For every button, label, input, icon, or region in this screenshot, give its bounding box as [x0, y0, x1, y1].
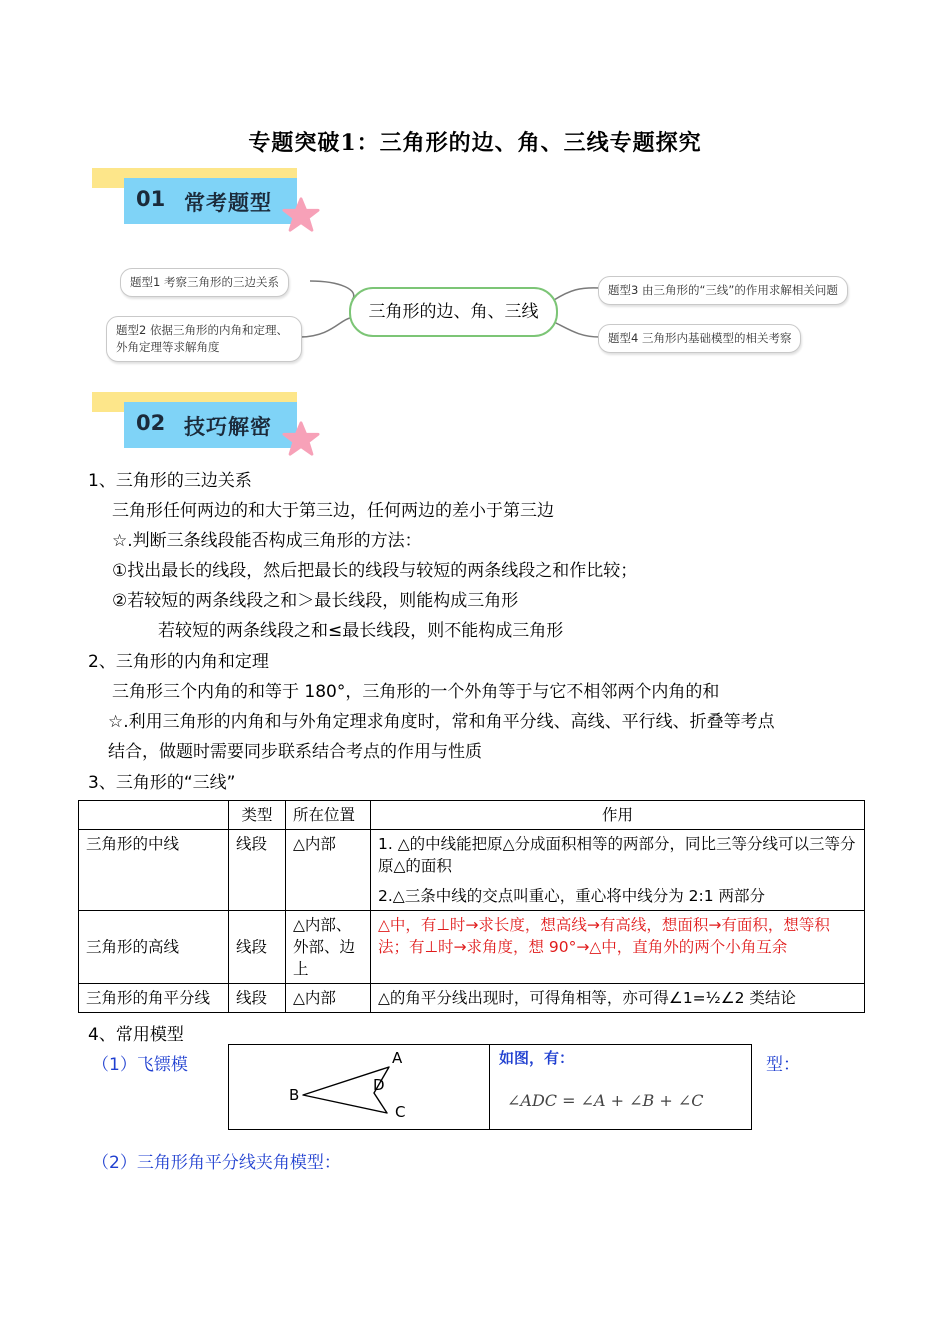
section-label: 常考题型: [184, 191, 272, 215]
table-row: [79, 911, 865, 984]
table-header-row: [79, 801, 865, 830]
table-cell: 线段: [229, 911, 286, 984]
section-number: 02: [136, 411, 166, 435]
model-1-suffix: 型：: [766, 1055, 800, 1075]
model-caption: 如图，有：: [499, 1049, 575, 1067]
table-cell: 三角形的角平分线: [79, 984, 229, 1013]
table-cell: △内部: [286, 984, 371, 1013]
paragraph: 三角形三个内角的和等于 180°，三角形的一个外角等于与它不相邻两个内角的和: [112, 682, 720, 702]
model-formula: ∠ADC = ∠A + ∠B + ∠C: [507, 1091, 704, 1110]
paragraph: ☆.判断三条线段能否构成三角形的方法：: [112, 531, 422, 551]
vertex-label-c: C: [395, 1103, 406, 1121]
vertex-label-a: A: [392, 1049, 403, 1067]
mindmap-center: 三角形的边、角、三线: [349, 287, 558, 337]
table-header: 作用: [371, 801, 865, 830]
mindmap-node-type3: 题型3 由三角形的“三线”的作用求解相关问题: [598, 276, 848, 305]
dart-diagram: [229, 1045, 489, 1129]
vertex-label-b: B: [289, 1086, 300, 1104]
star-icon: [282, 420, 320, 458]
heading-2: 2、三角形的内角和定理: [88, 652, 269, 672]
heading-1: 1、三角形的三边关系: [88, 471, 252, 491]
paragraph: ①找出最长的线段，然后把最长的线段与较短的两条线段之和作比较；: [112, 561, 638, 581]
page-title: 专题突破1：三角形的边、角、三线专题探究: [248, 130, 702, 156]
table-header: 类型: [229, 801, 286, 830]
table-cell: 三角形的中线: [79, 830, 229, 911]
table-cell: △内部: [286, 830, 371, 911]
section-number: 01: [136, 187, 166, 211]
table-cell: 线段: [229, 830, 286, 911]
table-header: [79, 801, 229, 830]
vertex-label-d: D: [373, 1076, 385, 1094]
table-row: [79, 830, 865, 911]
heading-4: 4、常用模型: [88, 1025, 184, 1045]
paragraph: ☆.利用三角形的内角和与外角定理求角度时，常和角平分线、高线、平行线、折叠等考点: [108, 712, 775, 732]
mindmap-node-type1: 题型1 考察三角形的三边关系: [120, 268, 289, 297]
table-cell: △中，有⊥时→求长度，想高线→有高线，想面积→有面积，想等积法；有⊥时→求角度，想 90°→△中，直角外的两个小角互余: [371, 911, 865, 984]
mindmap-node-type2: 题型2 依据三角形的内角和定理、外角定理等求解角度: [106, 316, 302, 362]
dart-model-figure: [228, 1044, 752, 1130]
effect-text: 1. △的中线能把原△分成面积相等的两部分，同比三等分线可以三等分原△的面积: [378, 835, 856, 875]
table-cell: [371, 830, 865, 911]
table-header: 所在位置: [286, 801, 371, 830]
heading-3: 3、三角形的“三线”: [88, 773, 236, 793]
paragraph: 若较短的两条线段之和≤最长线段，则不能构成三角形: [158, 621, 564, 641]
section-label: 技巧解密: [184, 415, 272, 439]
model-2-label: （2）三角形角平分线夹角模型：: [92, 1153, 341, 1173]
model-1-label: （1）飞镖模: [92, 1055, 188, 1075]
table-cell: △的角平分线出现时，可得角相等，亦可得∠1=½∠2 类结论: [371, 984, 865, 1013]
section-banner-02: [92, 392, 322, 464]
table-cell: △内部、外部、边上: [286, 911, 371, 984]
table-row: [79, 984, 865, 1013]
mindmap-node-type4: 题型4 三角形内基础模型的相关考察: [598, 324, 801, 353]
table-cell: 线段: [229, 984, 286, 1013]
three-lines-table: [78, 800, 865, 1013]
effect-text: 2.△三条中线的交点叫重心，重心将中线分为 2:1 两部分: [378, 887, 766, 905]
table-cell: 三角形的高线: [79, 911, 229, 984]
paragraph: 三角形任何两边的和大于第三边，任何两边的差小于第三边: [112, 501, 554, 521]
paragraph: ②若较短的两条线段之和＞最长线段，则能构成三角形: [112, 591, 519, 611]
paragraph: 结合，做题时需要同步联系结合考点的作用与性质: [108, 742, 482, 762]
